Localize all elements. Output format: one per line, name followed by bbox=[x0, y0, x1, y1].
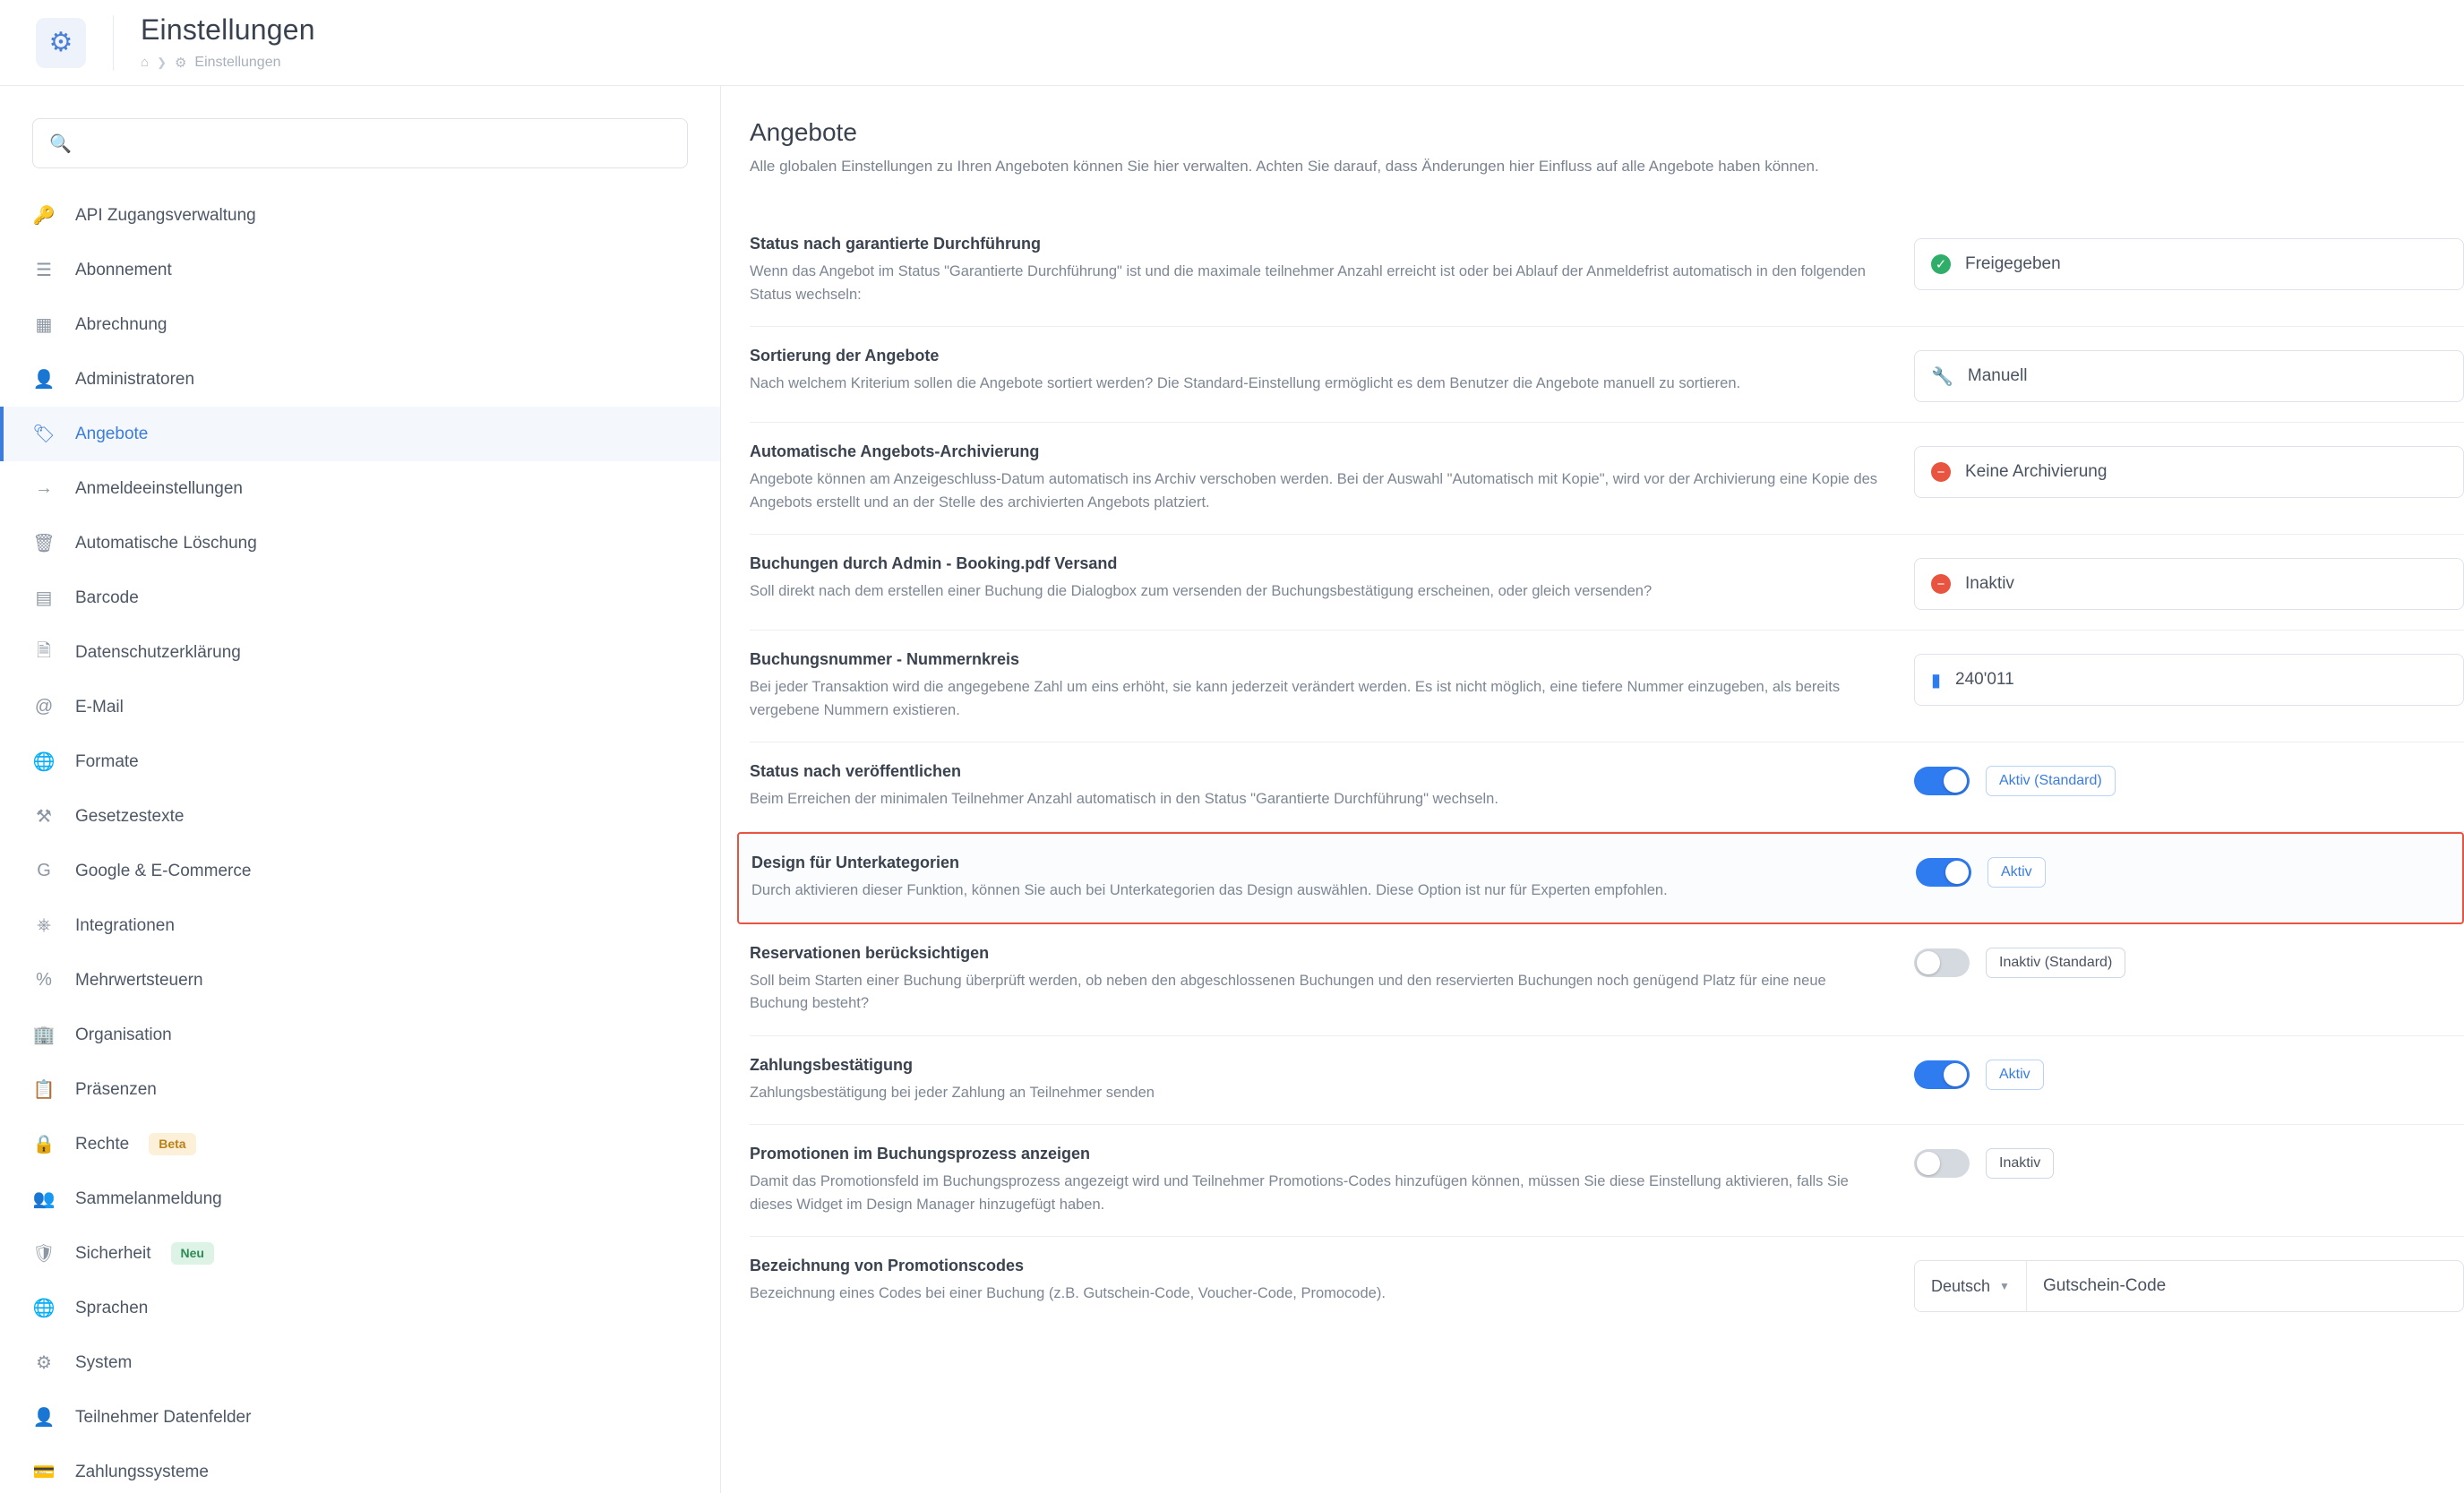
document-icon: 🗎 bbox=[36, 640, 52, 661]
sitemap-icon: ⎈ bbox=[37, 915, 51, 935]
page-title: Einstellungen bbox=[141, 13, 315, 47]
payment-confirmation-toggle[interactable] bbox=[1914, 1060, 1970, 1089]
status-badge: Inaktiv bbox=[1986, 1148, 2054, 1179]
sidebar-item-rechte[interactable] bbox=[0, 1117, 720, 1171]
auto-archiving-select[interactable] bbox=[1914, 446, 2464, 498]
setting-row bbox=[750, 631, 2464, 742]
setting-description: Soll beim Starten einer Buchung überprüft werden, ob neben den abgeschlossenen Buchungen und den reservierten Buchungen noch genügend Platz für eine neue Buchung besteht? bbox=[750, 972, 1826, 1012]
admin-booking-pdf-select[interactable] bbox=[1914, 558, 2464, 610]
tag-icon: 🏷 bbox=[32, 425, 56, 444]
settings-main-panel bbox=[721, 86, 2464, 1493]
percent-icon: % bbox=[36, 970, 52, 990]
setting-row bbox=[750, 327, 2464, 423]
building-icon: 🏢 bbox=[32, 1025, 56, 1045]
sidebar-item-label: Präsenzen bbox=[75, 1079, 157, 1099]
setting-label: Status nach garantierte Durchführung bbox=[750, 235, 1042, 253]
setting-row bbox=[750, 742, 2464, 832]
sidebar-item-gesetzestexte[interactable] bbox=[0, 789, 720, 844]
setting-label: Sortierung der Angebote bbox=[750, 347, 940, 365]
status-after-guaranteed-select[interactable] bbox=[1914, 238, 2464, 290]
select-value: Inaktiv bbox=[1965, 574, 2014, 594]
input-value: Gutschein-Code bbox=[2042, 1276, 2167, 1296]
wrench-icon: 🔧 bbox=[1931, 366, 1953, 387]
input-value: 240'011 bbox=[1955, 670, 2014, 690]
setting-description: Damit das Promotionsfeld im Buchungsprozess angezeigt wird und Teilnehmer Promotions-Codes hinzufügen können, müssen Sie diese Einstellung aktivieren, falls Sie dieses Widget im Design Manager hinzugefügt haben. bbox=[750, 1173, 1849, 1213]
language-select[interactable] bbox=[1915, 1261, 2027, 1311]
breadcrumb bbox=[141, 55, 315, 71]
settings-gear-icon: ⚙ bbox=[36, 18, 86, 68]
setting-row-highlighted bbox=[737, 832, 2464, 924]
setting-row bbox=[750, 924, 2464, 1036]
section-subtitle: Alle globalen Einstellungen zu Ihren Angeboten können Sie hier verwalten. Achten Sie darauf, dass Änderungen hier Einfluss auf alle Angebote haben können. bbox=[750, 158, 1819, 175]
user-list-icon: 👤 bbox=[32, 1408, 56, 1428]
setting-description: Soll direkt nach dem erstellen einer Buchung die Dialogbox zum versenden der Buchungsbestätigung erscheinen, oder gleich versenden? bbox=[750, 583, 1653, 600]
home-icon[interactable]: ⌂ bbox=[141, 55, 150, 71]
at-icon: @ bbox=[34, 697, 54, 716]
sidebar-item-sammelanmeldung[interactable] bbox=[0, 1171, 720, 1226]
cog-icon: ⚙ bbox=[36, 1353, 52, 1373]
promotion-code-label-field[interactable] bbox=[1914, 1260, 2464, 1312]
sidebar-item-label: Angebote bbox=[75, 424, 149, 443]
sidebar-item-sprachen[interactable] bbox=[0, 1281, 720, 1335]
sidebar-item-label: API Zugangsverwaltung bbox=[75, 205, 256, 225]
sidebar-item-administratoren[interactable] bbox=[0, 352, 720, 407]
sidebar-item-label: Mehrwertsteuern bbox=[75, 970, 203, 990]
gavel-icon: ⚒ bbox=[36, 807, 52, 827]
select-value: Manuell bbox=[1967, 366, 2028, 386]
setting-row bbox=[750, 1125, 2464, 1237]
counter-icon: ▮ bbox=[1931, 670, 1942, 691]
sidebar-item-label: Sicherheit bbox=[75, 1243, 151, 1263]
design-subcategories-toggle[interactable] bbox=[1916, 858, 1971, 887]
sidebar-item-label: Sprachen bbox=[75, 1298, 149, 1317]
setting-description: Angebote können am Anzeigeschluss-Datum automatisch ins Archiv verschoben werden. Bei der Auswahl "Automatisch mit Kopie", wird vor der Archivierung eine Kopie des Angebots erstellt und an der Stelle des archivierten Angebots platziert. bbox=[750, 471, 1878, 511]
sidebar-item-abrechnung[interactable] bbox=[0, 297, 720, 352]
breadcrumb-separator: ❯ bbox=[157, 55, 167, 69]
sidebar-item-sicherheit[interactable] bbox=[0, 1226, 720, 1281]
list-icon: ☰ bbox=[36, 261, 52, 280]
setting-description: Nach welchem Kriterium sollen die Angebote sortiert werden? Die Standard-Einstellung ermöglicht es dem Benutzer die Angebote manuell zu sortieren. bbox=[750, 375, 1741, 392]
offer-sorting-select[interactable] bbox=[1914, 350, 2464, 402]
search-box[interactable] bbox=[32, 118, 688, 168]
sidebar-item-label: Barcode bbox=[75, 588, 139, 607]
sidebar-item-label: Teilnehmer Datenfelder bbox=[75, 1407, 252, 1427]
setting-row bbox=[750, 215, 2464, 327]
toggle-knob bbox=[1944, 769, 1967, 793]
search-icon: 🔍 bbox=[49, 133, 72, 154]
sidebar-item-zahlungssysteme[interactable] bbox=[0, 1445, 720, 1493]
setting-description: Wenn das Angebot im Status "Garantierte Durchführung" ist und die maximale teilnehmer Anzahl erreicht ist oder bei Ablauf der Anmeldefrist automatisch in den folgenden Status wechseln: bbox=[750, 263, 1866, 303]
sidebar-item-label: System bbox=[75, 1352, 133, 1372]
search-input[interactable] bbox=[82, 133, 671, 153]
language-icon: 🌐 bbox=[32, 1299, 56, 1318]
section-title: Angebote bbox=[750, 118, 857, 146]
setting-row bbox=[750, 535, 2464, 631]
sidebar-nav-list bbox=[0, 188, 720, 1493]
select-value: Keine Archivierung bbox=[1965, 462, 2108, 482]
setting-description: Durch aktivieren dieser Funktion, können Sie auch bei Unterkategorien das Design auswählen. Diese Option ist nur für Experten empfohlen. bbox=[751, 881, 1668, 898]
grid-icon: ▦ bbox=[35, 315, 53, 335]
sidebar-item-google-ecommerce[interactable] bbox=[0, 844, 720, 898]
status-after-publish-toggle[interactable] bbox=[1914, 767, 1970, 795]
sidebar-item-label: Rechte bbox=[75, 1134, 130, 1154]
sidebar-item-api-zugangsverwaltung[interactable] bbox=[0, 188, 720, 243]
sidebar-item-praesenzen[interactable] bbox=[0, 1062, 720, 1117]
sidebar-item-label: Automatische Löschung bbox=[75, 533, 257, 553]
setting-label: Reservationen berücksichtigen bbox=[750, 943, 990, 962]
sidebar-item-label: Integrationen bbox=[75, 915, 175, 935]
lock-icon: 🔒 bbox=[32, 1135, 56, 1154]
setting-row bbox=[750, 1036, 2464, 1126]
setting-description: Bezeichnung eines Codes bei einer Buchung (z.B. Gutschein-Code, Voucher-Code, Promocode). bbox=[750, 1285, 1386, 1302]
sidebar-item-email[interactable] bbox=[0, 680, 720, 734]
show-promotions-toggle[interactable] bbox=[1914, 1149, 1970, 1178]
key-icon: 🔑 bbox=[32, 206, 56, 226]
sidebar-item-formate[interactable] bbox=[0, 734, 720, 789]
sidebar-item-datenschutzerklaerung[interactable] bbox=[0, 625, 720, 680]
status-badge: Aktiv (Standard) bbox=[1986, 766, 2116, 796]
language-value: Deutsch bbox=[1931, 1276, 1991, 1295]
setting-description: Zahlungsbestätigung bei jeder Zahlung an Teilnehmer senden bbox=[750, 1084, 1155, 1101]
arrow-right-icon: → bbox=[35, 478, 53, 498]
settings-sidebar bbox=[0, 86, 721, 1493]
sidebar-item-label: Formate bbox=[75, 751, 139, 771]
globe-icon: 🌐 bbox=[32, 752, 56, 772]
setting-label: Bezeichnung von Promotionscodes bbox=[750, 1257, 1025, 1275]
credit-card-icon: 💳 bbox=[32, 1463, 56, 1482]
toggle-knob bbox=[1917, 1152, 1940, 1175]
sidebar-item-label: Gesetzestexte bbox=[75, 806, 185, 826]
toggle-knob bbox=[1945, 861, 1969, 884]
clipboard-icon: 📋 bbox=[32, 1080, 56, 1100]
booking-number-input[interactable] bbox=[1914, 654, 2464, 706]
sidebar-item-label: Abonnement bbox=[75, 260, 172, 279]
status-badge: Aktiv bbox=[1988, 857, 2046, 888]
setting-description: Bei jeder Transaktion wird die angegebene Zahl um eins erhöht, sie kann jederzeit verändert werden. Es ist nicht möglich, eine tiefere Nummer einzugeben, als bereits vergebene Nummern existieren. bbox=[750, 679, 1841, 718]
check-circle-icon: ✓ bbox=[1931, 254, 1951, 274]
sidebar-item-label: Zahlungssysteme bbox=[75, 1462, 209, 1481]
sidebar-item-abonnement[interactable] bbox=[0, 243, 720, 297]
setting-label: Zahlungsbestätigung bbox=[750, 1055, 913, 1074]
sidebar-item-integrationen[interactable] bbox=[0, 898, 720, 953]
sidebar-item-label: E-Mail bbox=[75, 697, 124, 716]
sidebar-item-anmeldeeinstellungen[interactable] bbox=[0, 461, 720, 516]
sidebar-item-teilnehmer-datenfelder[interactable] bbox=[0, 1390, 720, 1445]
setting-label: Buchungen durch Admin - Booking.pdf Versand bbox=[750, 554, 1118, 573]
setting-label: Design für Unterkategorien bbox=[751, 853, 960, 871]
minus-circle-icon: − bbox=[1931, 574, 1951, 594]
chevron-down-icon: ▼ bbox=[1999, 1280, 2010, 1293]
setting-label: Automatische Angebots-Archivierung bbox=[750, 442, 1040, 461]
sidebar-item-angebote[interactable] bbox=[0, 407, 720, 461]
sidebar-item-label: Organisation bbox=[75, 1025, 172, 1044]
status-badge: Aktiv bbox=[1986, 1060, 2044, 1090]
barcode-icon: ▤ bbox=[35, 588, 53, 608]
sidebar-item-label: Sammelanmeldung bbox=[75, 1188, 222, 1208]
users-icon: 👥 bbox=[32, 1189, 56, 1209]
sidebar-item-system[interactable] bbox=[0, 1335, 720, 1390]
page-header bbox=[0, 0, 2464, 86]
consider-reservations-toggle[interactable] bbox=[1914, 948, 1970, 977]
user-gear-icon: 👤 bbox=[32, 370, 56, 390]
sidebar-item-automatische-loeschung[interactable] bbox=[0, 516, 720, 571]
setting-description: Beim Erreichen der minimalen Teilnehmer Anzahl automatisch in den Status "Garantierte Durchführung" wechseln. bbox=[750, 791, 1498, 808]
sidebar-item-label: Datenschutzerklärung bbox=[75, 642, 241, 662]
setting-row bbox=[750, 1237, 2464, 1332]
sidebar-item-label: Anmeldeeinstellungen bbox=[75, 478, 243, 498]
sidebar-item-label: Google & E-Commerce bbox=[75, 861, 252, 880]
trash-icon: 🗑 bbox=[32, 534, 56, 553]
google-icon: G bbox=[37, 861, 51, 880]
select-value: Freigegeben bbox=[1965, 254, 2061, 273]
breadcrumb-item-settings[interactable]: Einstellungen bbox=[194, 54, 281, 70]
sidebar-item-organisation[interactable] bbox=[0, 1008, 720, 1062]
badge-neu: Neu bbox=[171, 1242, 214, 1264]
sidebar-item-label: Abrechnung bbox=[75, 314, 167, 334]
sidebar-item-barcode[interactable] bbox=[0, 571, 720, 625]
promotion-code-label-input[interactable] bbox=[2027, 1261, 2463, 1311]
status-badge: Inaktiv (Standard) bbox=[1986, 948, 2125, 978]
toggle-knob bbox=[1917, 951, 1940, 974]
setting-row bbox=[750, 423, 2464, 535]
header-divider bbox=[113, 15, 114, 71]
setting-label: Status nach veröffentlichen bbox=[750, 762, 962, 781]
gear-icon: ⚙ bbox=[174, 55, 187, 71]
sidebar-item-mehrwertsteuern[interactable] bbox=[0, 953, 720, 1008]
setting-label: Promotionen im Buchungsprozess anzeigen bbox=[750, 1145, 1091, 1163]
shield-icon: 🛡 bbox=[32, 1244, 56, 1264]
minus-circle-icon: − bbox=[1931, 462, 1951, 482]
sidebar-item-label: Administratoren bbox=[75, 369, 195, 389]
badge-beta: Beta bbox=[149, 1133, 195, 1154]
setting-label: Buchungsnummer - Nummernkreis bbox=[750, 650, 1020, 669]
toggle-knob bbox=[1944, 1063, 1967, 1086]
